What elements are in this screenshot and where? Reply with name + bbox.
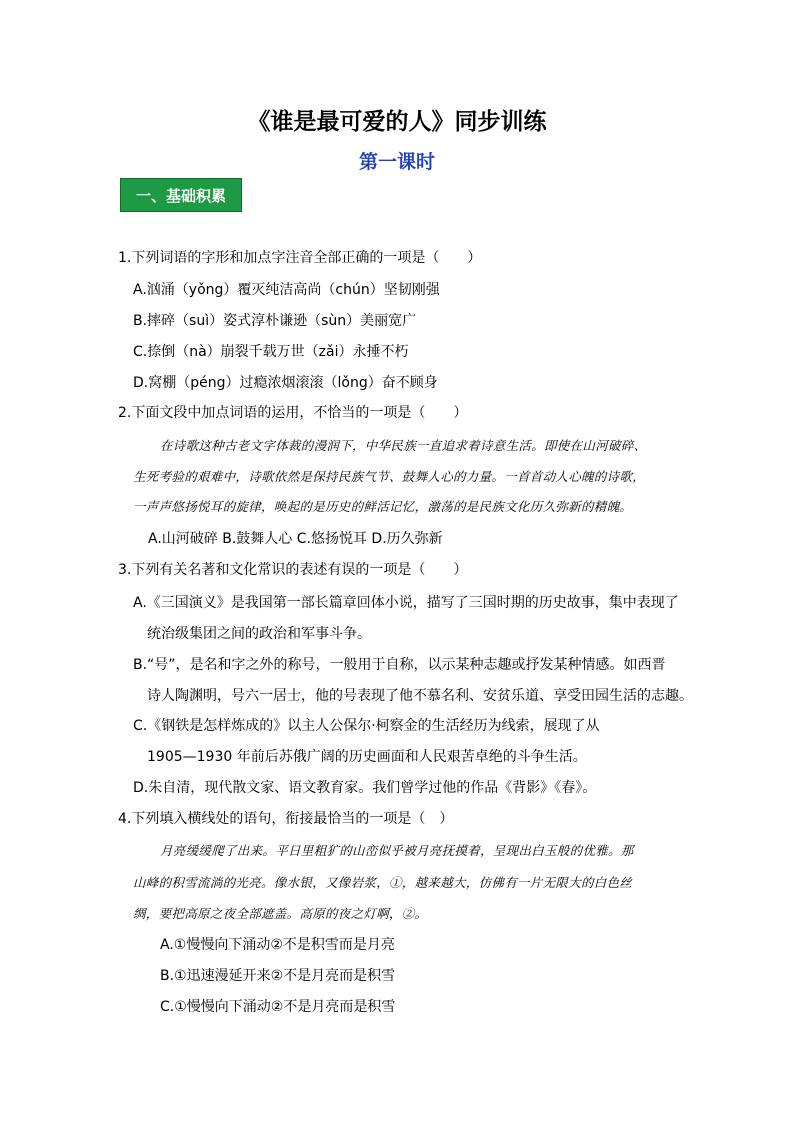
question-4-option-b: B.①迅速漫延开来②不是月亮而是积雪 [160,968,396,984]
question-1-option-c: C.捺倒（nà）崩裂千载万世（zǎi）永捶不朽 [133,344,409,360]
question-4-option-c: C.①慢慢向下涌动②不是月亮而是积雪 [160,999,396,1015]
question-4-option-a: A.①慢慢向下涌动②不是积雪而是月亮 [160,937,395,953]
question-2-options: A.山河破碎 B.鼓舞人心 C.悠扬悦耳 D.历久弥新 [148,531,443,547]
question-1-option-d: D.窝棚（péng）过瘾浓烟滚滚（lǒng）奋不顾身 [133,375,438,391]
question-1-option-a: A.汹涌（yǒng）覆灭纯洁高尚（chún）坚韧刚强 [133,282,440,298]
question-3-option-a-line-2: 统治级集团之间的政治和军事斗争。 [147,626,371,642]
question-2-passage-line-3: 一声声悠扬悦耳的旋律，唤起的是历史的鲜活记忆，激荡的是民族文化历久弥新的精魄。 [133,499,633,514]
question-2-stem: 2.下面文段中加点词语的运用，不恰当的一项是（ ） [118,405,468,421]
question-4-passage-line-2: 山峰的积雪流淌的光亮。像水银，又像岩浆，①，越来越大，仿佛有一片无限大的白色丝 [133,875,633,890]
page-title: 《谁是最可爱的人》同步训练 [247,109,547,135]
question-2-passage-line-1: 在诗歌这种古老文字体裁的漫润下，中华民族一直追求着诗意生活。即使在山河破碎、 [160,438,647,453]
question-3-option-c-line-1: C.《钢铁是怎样炼成的》以主人公保尔·柯察金的生活经历为线索，展现了从 [133,718,600,734]
question-1-stem: 1.下列词语的字形和加点字注音全部正确的一项是（ ） [118,250,482,266]
question-4-passage-line-3: 绸，要把高原之夜全部遮盖。高原的夜之灯啊，②。 [133,906,428,921]
question-4-passage-line-1: 月亮缓缓爬了出来。平日里粗犷的山峦似乎被月亮抚摸着，呈现出白玉般的优雅。那 [160,843,634,858]
page-subtitle: 第一课时 [358,151,435,173]
question-1-option-b: B.摔碎（suì）姿式淳朴谦逊（sùn）美丽宽广 [133,313,417,329]
section-heading-badge: 一、基础积累 [120,178,242,212]
question-3-option-b-line-1: B.“号”，是名和字之外的称号，一般用于自称，以示某种志趣或抒发某种情感。如西晋 [133,657,666,673]
question-4-stem: 4.下列填入横线处的语句，衔接最恰当的一项是（ ） [118,811,454,827]
question-3-option-b-line-2: 诗人陶渊明，号六一居士，他的号表现了他不慕名利、安贫乐道、享受田园生活的志趣。 [147,688,693,704]
question-3-option-c-line-2: 1905—1930 年前后苏俄广阔的历史画面和人民艰苦卓绝的斗争生活。 [147,749,587,765]
question-3-option-d: D.朱自清，现代散文家、语文教育家。我们曾学过他的作品《背影》《春》。 [133,780,597,796]
question-3-option-a-line-1: A.《三国演义》是我国第一部长篇章回体小说，描写了三国时期的历史故事，集中表现了 [133,595,679,611]
question-3-stem: 3.下列有关名著和文化常识的表述有误的一项是（ ） [118,562,468,578]
question-2-passage-line-2: 生死考验的艰难中，诗歌依然是保持民族气节、鼓舞人心的力量。一首首动人心魄的诗歌， [133,469,646,484]
